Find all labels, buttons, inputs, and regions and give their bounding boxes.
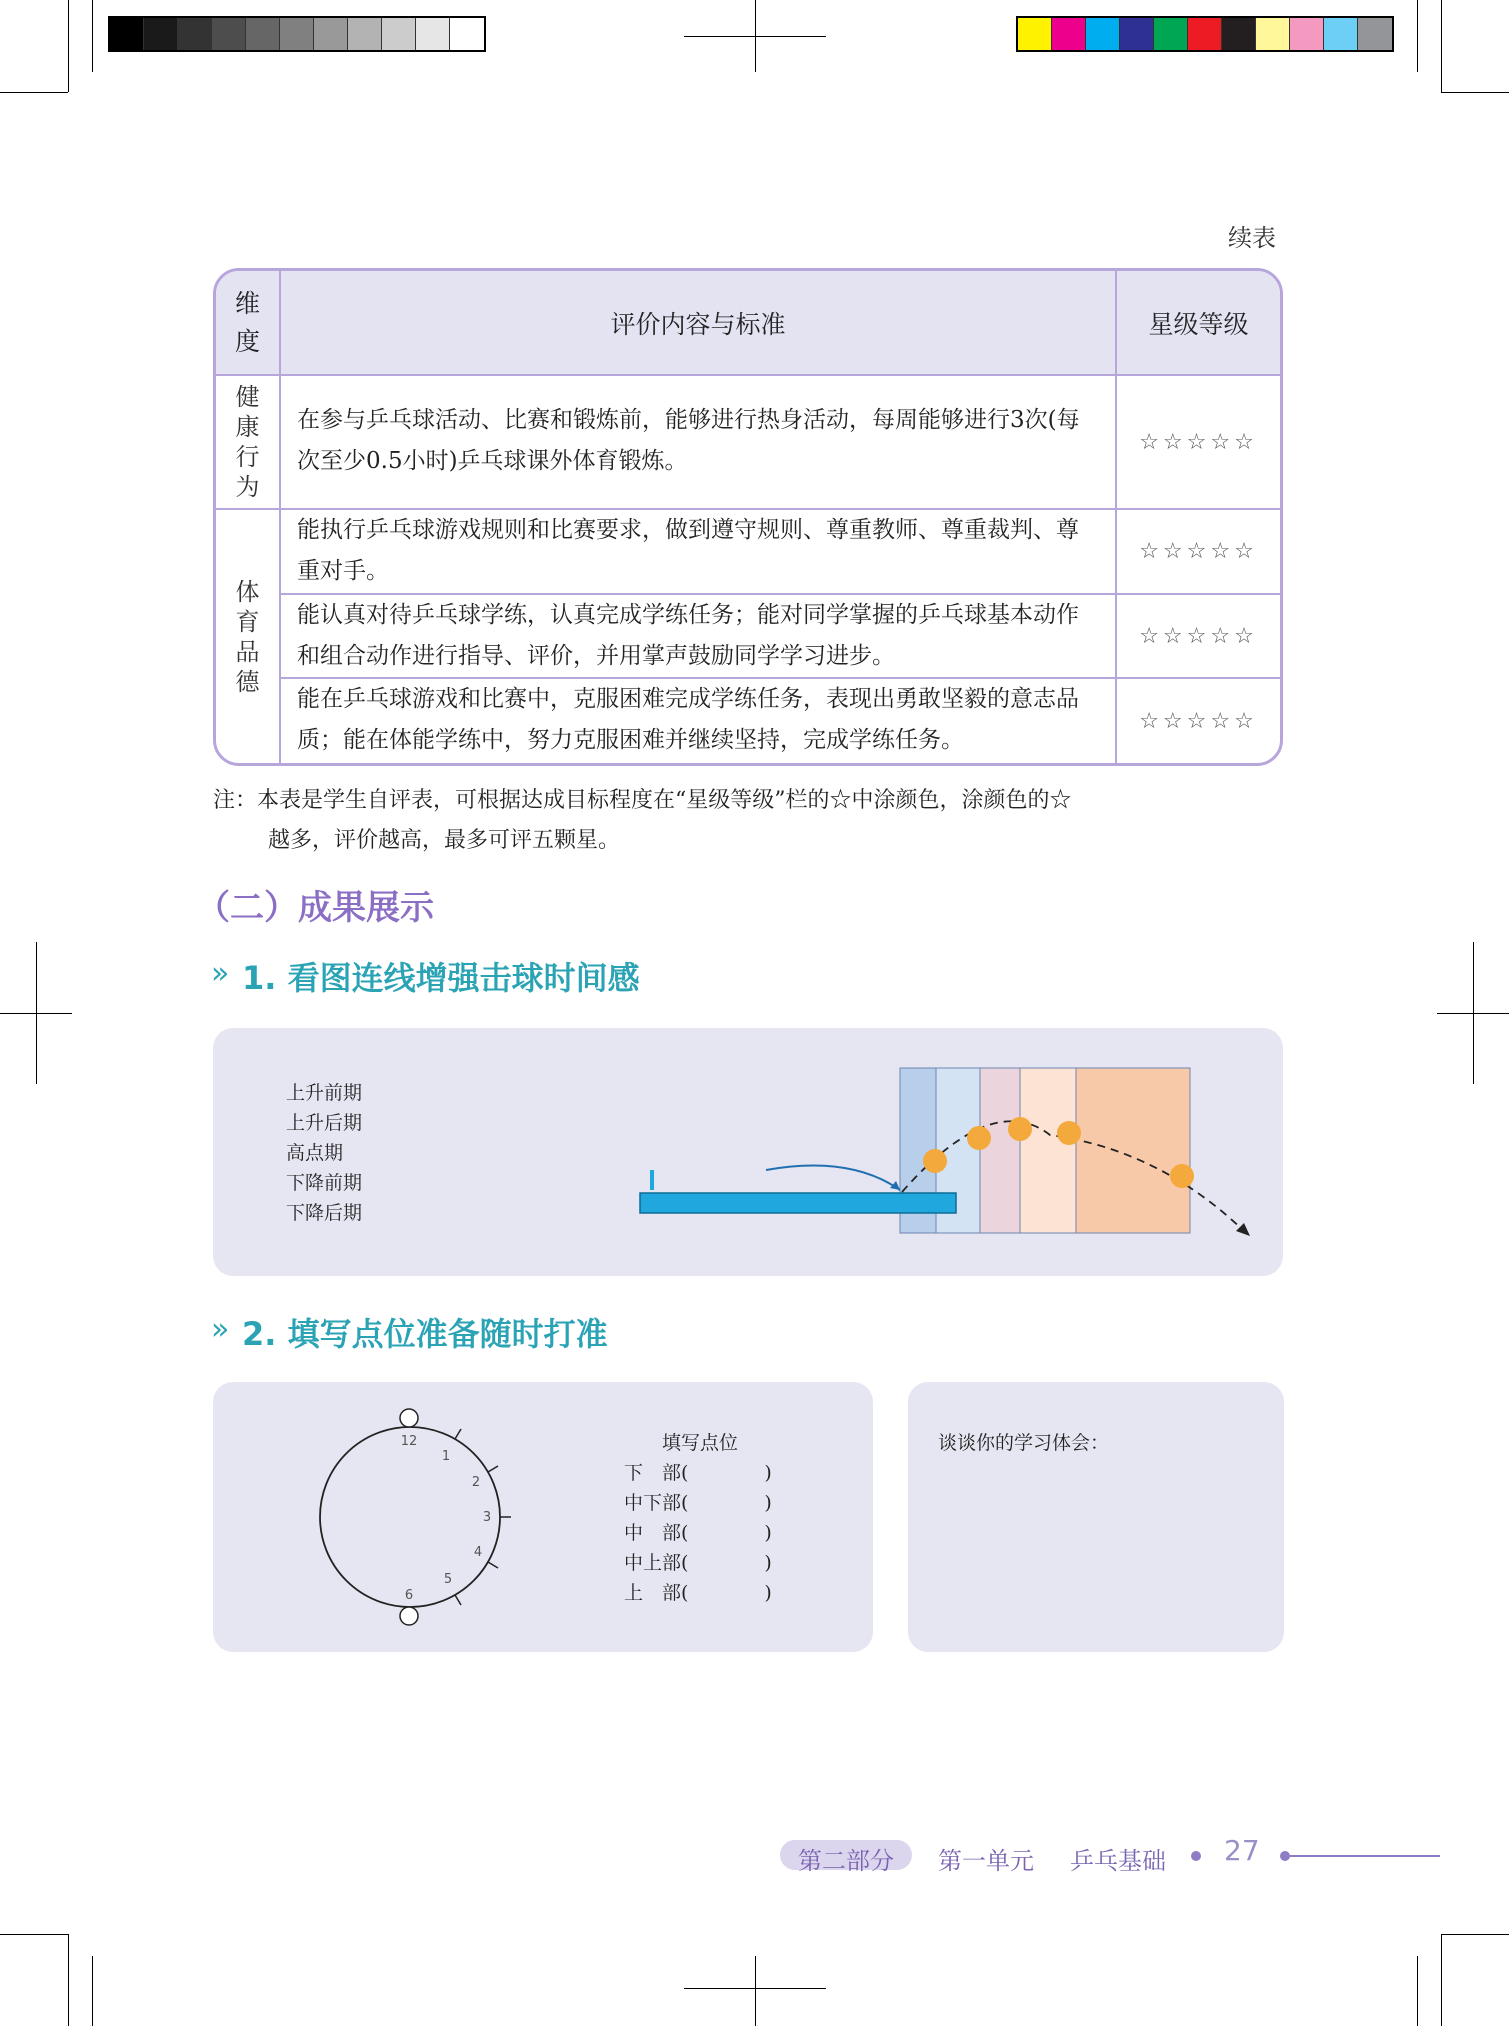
clock-number-12: 12 — [400, 1434, 418, 1449]
continued-label: 续表 — [1228, 224, 1276, 252]
ball-5 — [1170, 1164, 1194, 1188]
bottom-marker-circle — [400, 1607, 418, 1625]
color-bar — [1016, 16, 1394, 52]
fill-item-1[interactable]: 下 部( ) — [624, 1462, 772, 1484]
clock-number-4: 4 — [473, 1545, 483, 1560]
ball-3 — [1008, 1117, 1032, 1141]
table-surface — [640, 1193, 956, 1213]
dimension-cell-health — [216, 376, 281, 510]
clock-number-2: 2 — [471, 1475, 481, 1490]
fill-title: 填写点位 — [662, 1432, 739, 1454]
footer-rule — [1290, 1855, 1440, 1857]
phase-label-2[interactable]: 上升后期 — [286, 1112, 363, 1134]
section-title: （二）成果展示 — [196, 888, 434, 928]
phase-band-3[interactable] — [980, 1068, 1020, 1233]
rating-cell-4[interactable] — [1117, 679, 1280, 763]
trajectory-arrow-head — [1236, 1223, 1250, 1236]
star-rating-3[interactable]: ☆☆☆☆☆ — [1139, 623, 1258, 649]
ball-2 — [967, 1126, 991, 1150]
footer-dot-icon — [1191, 1851, 1201, 1861]
rating-cell-1[interactable] — [1117, 376, 1280, 510]
phase-band-4[interactable] — [1020, 1068, 1076, 1233]
content-cell-3 — [281, 595, 1117, 679]
star-rating-2[interactable]: ☆☆☆☆☆ — [1139, 539, 1258, 564]
ball-outline-circle — [320, 1427, 500, 1607]
footer-dot-icon-2 — [1280, 1851, 1290, 1861]
fill-item-5[interactable]: 上 部( ) — [624, 1582, 772, 1604]
content-text-4: 能在乒乓球游戏和比赛中，克服困难完成学练任务，表现出勇敢坚毅的意志品质；能在体能学练中，努力克服困难并继续坚持，完成学练任务。 — [297, 686, 1079, 753]
table-note-line-1: 注：本表是学生自评表，可根据达成目标程度在“星级等级”栏的☆中涂颜色，涂颜色的☆ — [213, 788, 1072, 813]
ball-clock-diagram — [300, 1400, 540, 1640]
sub2-bullet-icon: » — [211, 1312, 230, 1347]
star-rating-1[interactable]: ☆☆☆☆☆ — [1139, 429, 1258, 455]
reflection-prompt: 谈谈你的学习体会： — [938, 1432, 1110, 1454]
dimension-health: 健康行为 — [235, 383, 260, 501]
ball-1 — [923, 1149, 947, 1173]
fill-list — [624, 1458, 772, 1608]
clock-number-3: 3 — [482, 1510, 492, 1525]
fill-item-4[interactable]: 中上部( ) — [624, 1552, 772, 1574]
header-content: 评价内容与标准 — [610, 309, 786, 339]
content-text-1: 在参与乒乓球活动、比赛和锻炼前，能够进行热身活动，每周能够进行3次(每次至少0.5小时)乒乓球课外体育锻炼。 — [297, 407, 1080, 474]
dimension-cell-moral — [216, 510, 281, 763]
content-cell-4 — [281, 679, 1117, 763]
phase-label-1[interactable]: 上升前期 — [286, 1082, 363, 1104]
star-rating-4[interactable]: ☆☆☆☆☆ — [1139, 708, 1258, 734]
sub1-bullet-icon: » — [211, 956, 230, 991]
incoming-arrow — [766, 1166, 900, 1191]
phase-label-4[interactable]: 下降前期 — [286, 1172, 363, 1194]
evaluation-table — [213, 268, 1283, 766]
header-dimension-cell — [216, 271, 281, 376]
clock-number-5: 5 — [443, 1572, 453, 1587]
footer-part: 第二部分 — [798, 1847, 894, 1875]
table-note-line-2: 越多，评价越高，最多可评五颗星。 — [268, 828, 621, 853]
reflection-panel[interactable] — [908, 1382, 1284, 1652]
phase-label-5[interactable]: 下降后期 — [286, 1202, 363, 1224]
content-text-3: 能认真对待乒乓球学练，认真完成学练任务；能对同学掌握的乒乓球基本动作和组合动作进行指导、评价，并用掌声鼓励同学学习进步。 — [297, 602, 1079, 669]
header-dimension: 维度 — [234, 289, 260, 356]
sub2-title: 2. 填写点位准备随时打准 — [242, 1315, 608, 1353]
top-marker-circle — [400, 1409, 418, 1427]
ball-4 — [1057, 1121, 1081, 1145]
net-post — [650, 1170, 654, 1190]
page-number: 27 — [1224, 1834, 1260, 1867]
fill-item-2[interactable]: 中下部( ) — [624, 1492, 772, 1514]
fill-item-3[interactable]: 中 部( ) — [624, 1522, 772, 1544]
grayscale-bar — [108, 16, 486, 52]
sub1-title: 1. 看图连线增强击球时间感 — [242, 959, 640, 997]
header-content-cell — [281, 271, 1117, 376]
clock-number-1: 1 — [441, 1449, 451, 1464]
dimension-moral: 体育品德 — [235, 577, 260, 696]
rating-cell-2[interactable] — [1117, 510, 1280, 595]
content-cell-1 — [281, 376, 1117, 510]
phase-band-5[interactable] — [1076, 1068, 1190, 1233]
content-cell-2 — [281, 510, 1117, 595]
ball-trajectory-diagram — [620, 1060, 1260, 1260]
phase-label-3[interactable]: 高点期 — [286, 1142, 344, 1164]
content-text-2: 能执行乒乓球游戏规则和比赛要求，做到遵守规则、尊重教师、尊重裁判、尊重对手。 — [297, 517, 1079, 584]
clock-number-6: 6 — [404, 1588, 414, 1603]
header-rating: 星级等级 — [1148, 309, 1249, 339]
footer-unit: 第一单元 — [938, 1847, 1034, 1875]
header-rating-cell — [1117, 271, 1280, 376]
footer-topic: 乒乓基础 — [1070, 1847, 1166, 1875]
phase-list — [286, 1078, 362, 1228]
rating-cell-3[interactable] — [1117, 595, 1280, 679]
